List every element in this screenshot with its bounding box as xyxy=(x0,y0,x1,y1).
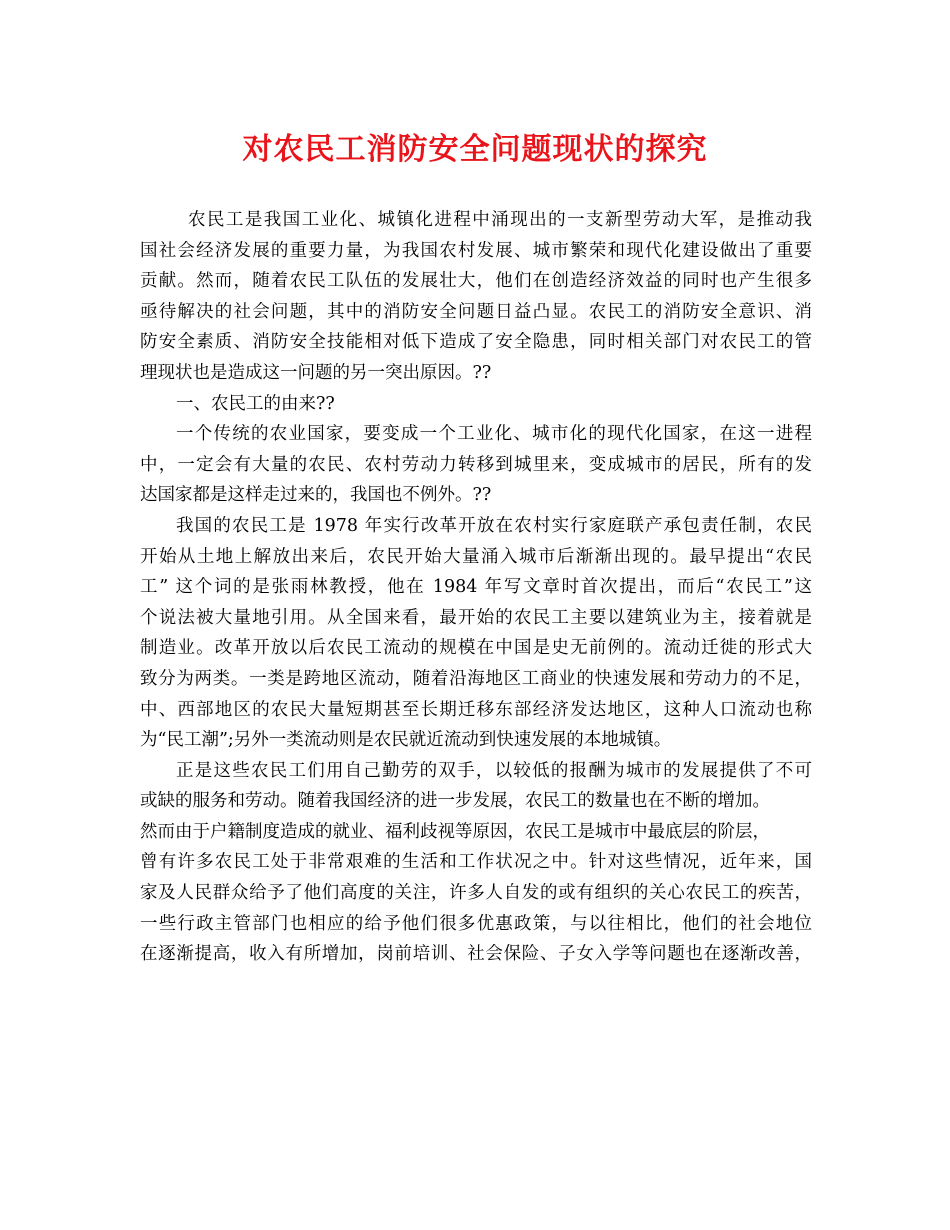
paragraph-line: 理现状也是造成这一问题的另一突出原因。?? xyxy=(140,362,492,383)
paragraph-line: 在逐渐提高，收入有所增加，岗前培训、社会保险、子女入学等问题也在逐渐改善， xyxy=(140,944,812,965)
paragraph-line: 曾有许多农民工处于非常艰难的生活和工作状况之中。针对这些情况，近年来，国 xyxy=(140,852,812,873)
paragraph-line: 为“民工潮”;另外一类流动则是农民就近流动到快速发展的本地城镇。 xyxy=(140,730,672,751)
paragraph-line: 达国家都是这样走过来的，我国也不例外。?? xyxy=(140,485,492,506)
paragraph-line: 或缺的服务和劳动。随着我国经济的进一步发展，农民工的数量也在不断的增加。 xyxy=(140,791,770,812)
paragraph-line: 然而由于户籍制度造成的就业、福利歧视等原因，农民工是城市中最底层的阶层， xyxy=(140,821,770,842)
document-body xyxy=(140,205,812,970)
paragraph-line: 开始从土地上解放出来后，农民开始大量涌入城市后渐渐出现的。最早提出“农民 xyxy=(140,546,812,567)
paragraph-line: 一些行政主管部门也相应的给予他们很多优惠政策，与以往相比，他们的社会地位 xyxy=(140,913,812,934)
paragraph-line: 亟待解决的社会问题，其中的消防安全问题日益凸显。农民工的消防安全意识、消 xyxy=(140,301,812,322)
section-heading: 一、农民工的由来?? xyxy=(176,393,335,414)
paragraph-line: 贡献。然而，随着农民工队伍的发展壮大，他们在创造经济效益的同时也产生很多 xyxy=(140,271,812,292)
document-title: 对农民工消防安全问题现状的探究 xyxy=(242,132,708,167)
paragraph-line: 致分为两类。一类是跨地区流动，随着沿海地区工商业的快速发展和劳动力的不足， xyxy=(140,668,812,689)
paragraph-line: 中、西部地区的农民大量短期甚至长期迁移东部经济发达地区，这种人口流动也称 xyxy=(140,699,812,720)
paragraph-line: 中，一定会有大量的农民、农村劳动力转移到城里来，变成城市的居民，所有的发 xyxy=(140,454,812,475)
paragraph-line: 国社会经济发展的重要力量，为我国农村发展、城市繁荣和现代化建设做出了重要 xyxy=(140,240,812,261)
paragraph-line: 工” 这个词的是张雨林教授，他在 1984 年写文章时首次提出，而后“农民工”这 xyxy=(140,577,812,598)
paragraph-line: 防安全素质、消防安全技能相对低下造成了安全隐患，同时相关部门对农民工的管 xyxy=(140,332,812,353)
paragraph-line: 我国的农民工是 1978 年实行改革开放在农村实行家庭联产承包责任制，农民 xyxy=(176,515,812,536)
paragraph-line: 一个传统的农业国家，要变成一个工业化、城市化的现代化国家，在这一进程 xyxy=(176,424,812,445)
paragraph-line: 个说法被大量地引用。从全国来看，最开始的农民工主要以建筑业为主，接着就是 xyxy=(140,607,812,628)
paragraph-line: 制造业。改革开放以后农民工流动的规模在中国是史无前例的。流动迁徙的形式大 xyxy=(140,638,812,659)
paragraph-line: 家及人民群众给予了他们高度的关注，许多人自发的或有组织的关心农民工的疾苦， xyxy=(140,883,812,904)
paragraph-line: 正是这些农民工们用自己勤劳的双手，以较低的报酬为城市的发展提供了不可 xyxy=(176,760,812,781)
paragraph-line: 农民工是我国工业化、城镇化进程中涌现出的一支新型劳动大军，是推动我 xyxy=(188,210,812,230)
